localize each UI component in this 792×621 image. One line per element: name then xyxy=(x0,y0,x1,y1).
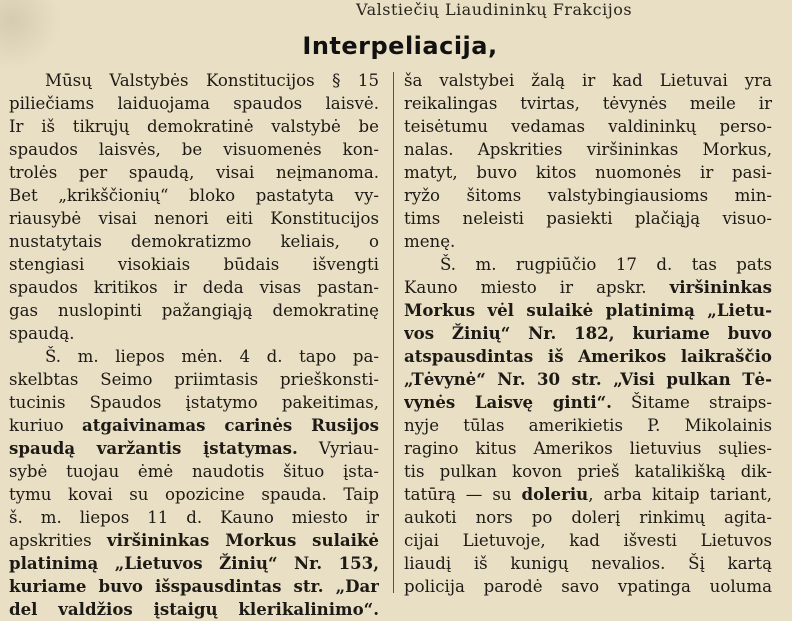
text-line: menę. xyxy=(404,232,456,251)
text-line: tis pulkan kovon prieš katalikišką dik- xyxy=(404,462,772,481)
text-segment: Šitame straips- xyxy=(611,393,772,412)
bold-text: vos Žinių“ Nr. 182, kuriame buvo xyxy=(404,323,772,343)
left-column xyxy=(9,69,379,621)
text-line: Š. m. liepos mėn. 4 d. tapo pa- xyxy=(45,347,379,366)
text-segment: apskrities xyxy=(9,531,107,550)
bold-text: platinimą „Lietuvos Žinių“ Nr. 153, xyxy=(9,553,379,573)
text-line: nyje tūlas amerikietis P. Mikolainis xyxy=(404,416,772,435)
text-line xyxy=(9,598,379,621)
text-line xyxy=(404,299,772,322)
text-line: liaudį iš kunigų nevalios. Šį kartą xyxy=(404,554,772,573)
right-column xyxy=(404,69,772,598)
text-line: Bet „krikščionių“ bloko pastatyta vy- xyxy=(9,186,379,205)
text-line: reikalingas tvirtas, tėvynės meile ir xyxy=(404,94,772,113)
bold-text: del valdžios įstaigų klerikalinimo“. xyxy=(9,599,379,619)
text-line: gas nuslopinti pažangiąją demokratinę xyxy=(9,301,379,320)
text-line xyxy=(9,552,379,575)
text-line: Mūsų Valstybės Konstitucijos § 15 xyxy=(45,71,379,90)
bold-text: kuriame buvo išspausdintas str. „Dar xyxy=(9,576,379,596)
bold-text: spaudą varžantis įstatymas. xyxy=(9,438,298,458)
text-line: piliečiams laiduojama spaudos laisvė. xyxy=(9,94,379,113)
text-line xyxy=(404,391,772,414)
text-line xyxy=(404,322,772,345)
bold-text: atspausdintas iš Amerikos laikraščio xyxy=(404,346,772,366)
text-line: spaudą. xyxy=(9,324,75,343)
text-line xyxy=(9,414,379,437)
text-line: tymu kovai su opozicine spauda. Taip xyxy=(9,485,379,504)
text-line: spaudos laisvės, be visuomenės kon- xyxy=(9,140,379,159)
bold-text: atgaivinamas carinės Rusijos xyxy=(82,415,379,435)
bold-text: viršininkas xyxy=(669,277,772,297)
text-line xyxy=(9,437,379,460)
text-line: riausybė visai nenori eiti Konstitucijos xyxy=(9,209,379,228)
text-line xyxy=(9,529,379,552)
bold-text: doleriu xyxy=(521,484,589,504)
article-title: Interpeliacija, xyxy=(302,32,498,60)
text-segment: Vyriau- xyxy=(297,439,379,458)
text-segment: tatūrą — su xyxy=(404,485,522,504)
text-line: š. m. liepos 11 d. Kauno miesto ir xyxy=(9,508,379,527)
text-line: nalas. Apskrities viršininkas Morkus, xyxy=(404,140,772,159)
text-line: ša valstybei žalą ir kad Lietuvai yra xyxy=(404,71,772,90)
text-line xyxy=(404,276,772,299)
text-line: aukoti nors po dolerį rinkimų agita- xyxy=(404,508,772,527)
text-line: policija parodė savo vpatinga uoluma xyxy=(404,577,772,596)
text-line: cijai Lietuvoje, kad išvesti Lietuvos xyxy=(404,531,772,550)
text-line: spaudos kritikos ir deda visas pastan- xyxy=(9,278,379,297)
bold-text: vynės Laisvę ginti“. xyxy=(404,392,612,412)
text-line: tucinis Spaudos įstatymo pakeitimas, xyxy=(9,393,379,412)
text-segment: kuriuo xyxy=(9,416,83,435)
text-line xyxy=(404,368,772,391)
text-line: Š. m. rugpiūčio 17 d. tas pats xyxy=(440,255,772,274)
text-line: sybė tuojau ėmė naudotis šituo įsta- xyxy=(9,462,379,481)
text-segment: Kauno miesto ir apskr. xyxy=(404,278,670,297)
text-line xyxy=(404,345,772,368)
text-line: tims neleisti pasiekti plačiąją visuo- xyxy=(404,209,772,228)
text-line xyxy=(9,575,379,598)
text-line xyxy=(404,483,772,506)
text-line: matyt, buvo kitos nuomonės ir pasi- xyxy=(404,163,772,182)
text-line: nustatytais demokratizmo keliais, o xyxy=(9,232,379,251)
text-line: ragino kitus Amerikos lietuvius sųlies- xyxy=(404,439,772,458)
bold-text: „Tėvynė“ Nr. 30 str. „Visi pulkan Tė- xyxy=(404,369,772,389)
text-line: ryžo šitoms valstybingiausioms min- xyxy=(404,186,772,205)
text-line: teisėtumu vedamas valdininkų perso- xyxy=(404,117,772,136)
text-line: trolės per spaudą, visai neįmanoma. xyxy=(9,163,379,182)
column-divider xyxy=(393,72,394,593)
text-line: Ir iš tikrųjų demokratinė valstybė be xyxy=(9,117,379,136)
text-segment: , arba kitaip tariant, xyxy=(588,485,772,504)
text-line: skelbtas Seimo priimtasis prieškonsti- xyxy=(9,370,379,389)
text-line: stengiasi visokiais būdais išvengti xyxy=(9,255,379,274)
bold-text: viršininkas Morkus sulaikė xyxy=(107,530,379,550)
bold-text: Morkus vėl sulaikė platinimą „Lietu- xyxy=(404,300,772,320)
section-header: Valstiečių Liaudininkų Frakcijos xyxy=(356,0,633,19)
